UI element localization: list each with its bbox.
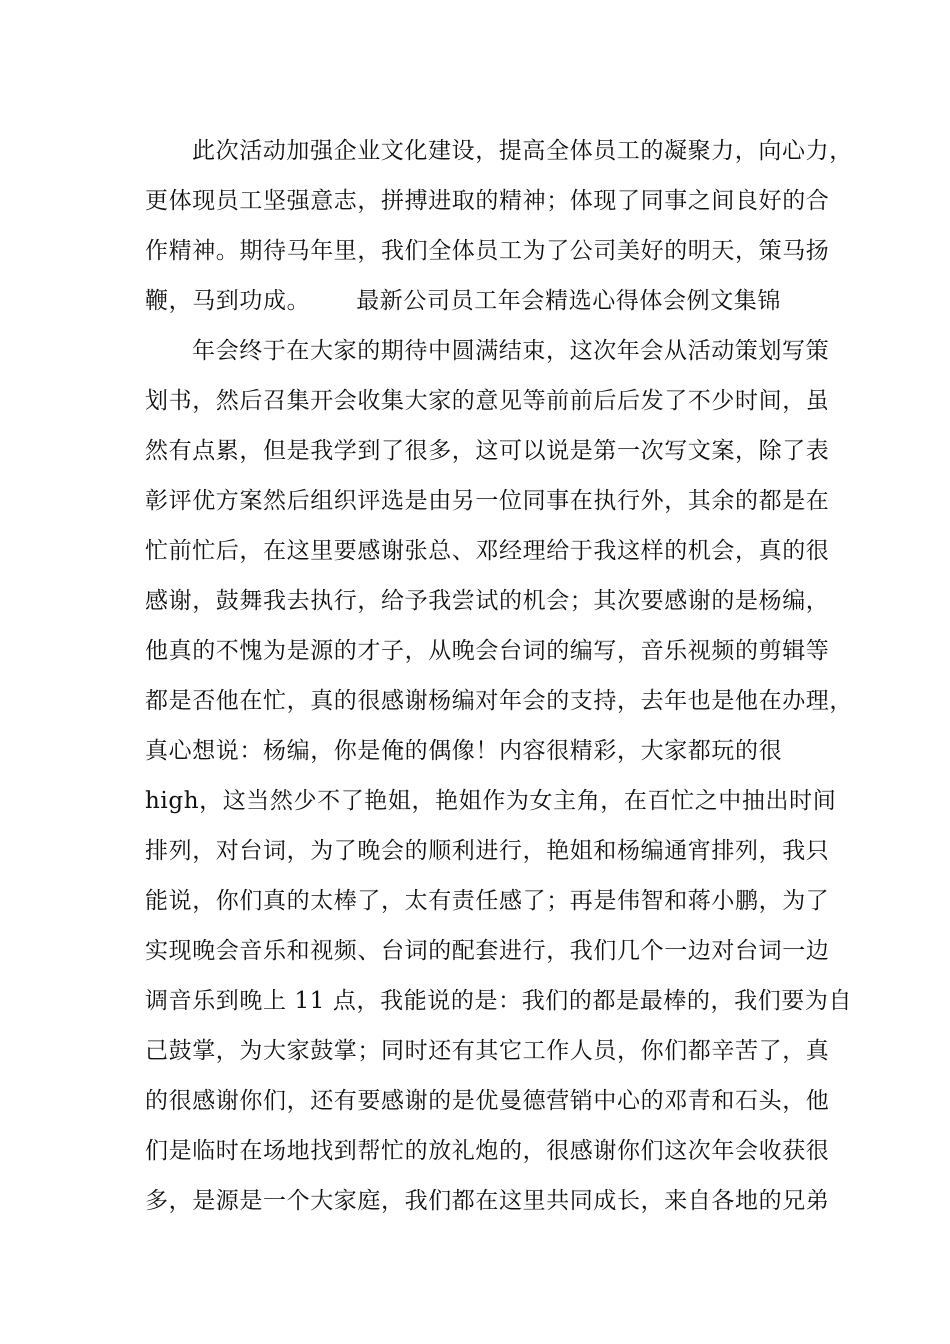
text-line: 都是否他在忙，真的很感谢杨编对年会的支持，去年也是他在办理， bbox=[145, 688, 853, 714]
text-line: 能说，你们真的太棒了，太有责任感了；再是伟智和蒋小鹏，为了 bbox=[145, 888, 830, 914]
text-line: 忙前忙后，在这里要感谢张总、邓经理给于我这样的机会，真的很 bbox=[145, 538, 830, 564]
article-title: 最新公司员工年会精选心得体会例文集锦 bbox=[356, 288, 782, 314]
text-line: 感谢，鼓舞我去执行，给予我尝试的机会；其次要感谢的是杨编， bbox=[145, 588, 830, 614]
text-line: 他真的不愧为是源的才子，从晚会台词的编写，音乐视频的剪辑等 bbox=[145, 638, 830, 664]
text-line: 的很感谢你们，还有要感谢的是优曼德营销中心的邓青和石头，他 bbox=[145, 1088, 830, 1114]
text-fragment: 鞭，马到功成。 bbox=[145, 288, 311, 314]
text-line: 此次活动加强企业文化建设，提高全体员工的凝聚力，向心力， bbox=[192, 138, 853, 164]
text-line: high，这当然少不了艳姐，艳姐作为女主角，在百忙之中抽出时间 bbox=[145, 788, 837, 814]
text-line: 作精神。期待马年里，我们全体员工为了公司美好的明天，策马扬 bbox=[145, 238, 830, 264]
text-line: 真心想说：杨编，你是俺的偶像！内容很精彩，大家都玩的很 bbox=[145, 738, 783, 764]
text-line: 然有点累，但是我学到了很多，这可以说是第一次写文案，除了表 bbox=[145, 438, 830, 464]
text-line: 们是临时在场地找到帮忙的放礼炮的，很感谢你们这次年会收获很 bbox=[145, 1138, 830, 1164]
text-line: 己鼓掌，为大家鼓掌；同时还有其它工作人员，你们都辛苦了，真 bbox=[145, 1038, 830, 1064]
text-line: 实现晚会音乐和视频、台词的配套进行，我们几个一边对台词一边 bbox=[145, 938, 830, 964]
text-line: 年会终于在大家的期待中圆满结束，这次年会从活动策划写策 bbox=[192, 338, 830, 364]
text-line: 调音乐到晚上 11 点，我能说的是：我们的都是最棒的，我们要为自 bbox=[145, 988, 853, 1014]
text-line: 彰评优方案然后组织评选是由另一位同事在执行外，其余的都是在 bbox=[145, 488, 830, 514]
text-line-with-title bbox=[145, 281, 835, 321]
text-line: 排列，对台词，为了晚会的顺利进行，艳姐和杨编通宵排列，我只 bbox=[145, 838, 830, 864]
text-line: 更体现员工坚强意志，拼搏进取的精神；体现了同事之间良好的合 bbox=[145, 188, 830, 214]
text-line: 多，是源是一个大家庭，我们都在这里共同成长，来自各地的兄弟 bbox=[145, 1188, 830, 1214]
text-line: 划书，然后召集开会收集大家的意见等前前后后发了不少时间，虽 bbox=[145, 388, 830, 414]
